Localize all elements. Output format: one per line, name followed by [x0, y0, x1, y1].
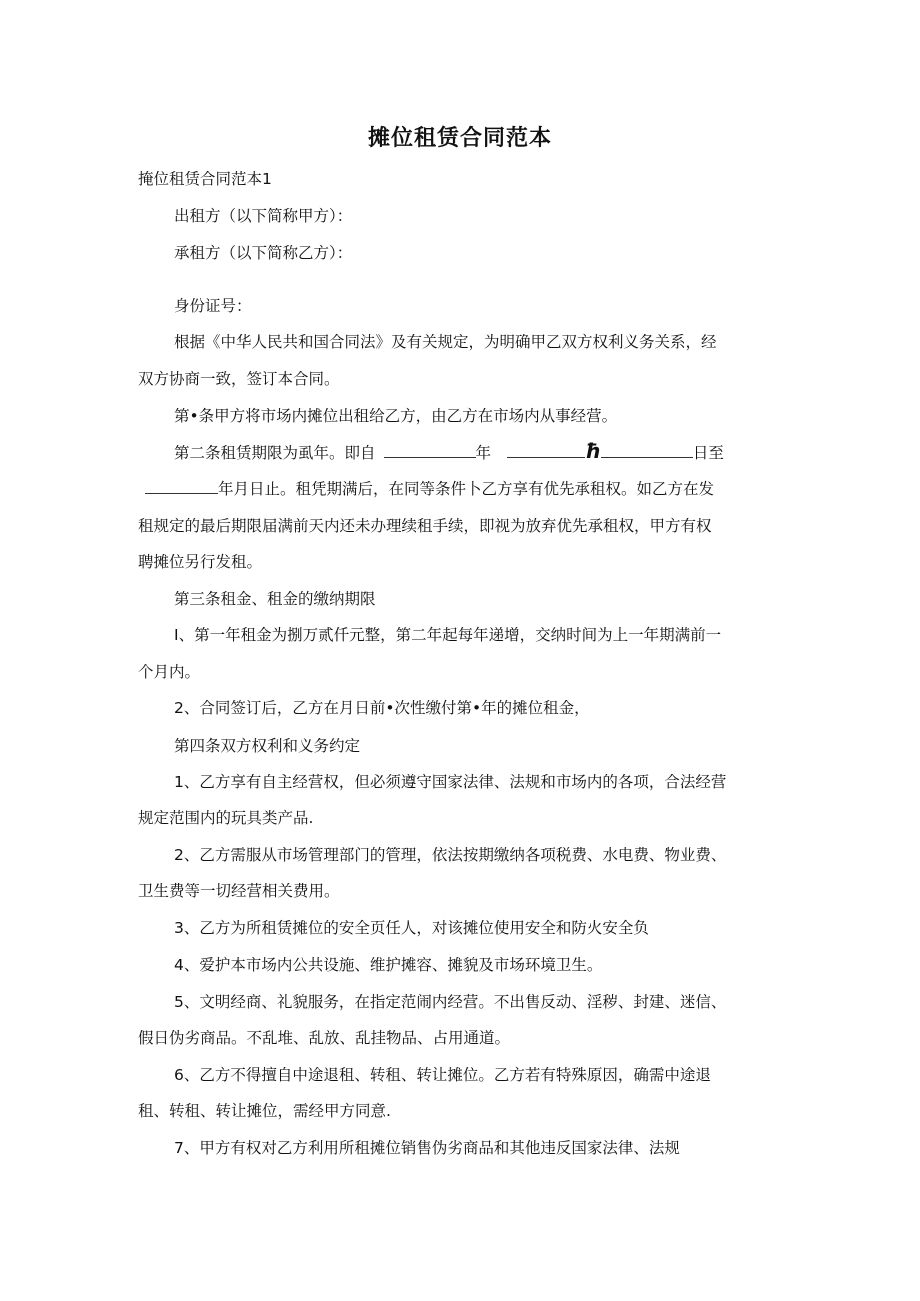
- article-3-item-1-line-2: 个月内。: [138, 663, 201, 681]
- intro-line-2: 双方协商一致，签订本合同。: [138, 370, 340, 388]
- article-2-line-1: [174, 441, 724, 463]
- intro-line-1: 根据《中华人民共和国合同法》及有关规定，为明确甲乙双方权利义务关系，经: [174, 333, 717, 351]
- article-4-item-4: 4、爱护本市场内公共设施、维护摊容、摊貌及市场环境卫生。: [174, 956, 603, 974]
- article-4-item-1-line-1: 1、乙方享有自主经营权，但必须遵守国家法律、法规和市场内的各项，合法经营: [174, 773, 727, 791]
- article-4-item-2-line-1: 2、乙方需服从市场管理部门的管理，依法按期缴纳各项税费、水电费、物业费、: [174, 846, 727, 864]
- article-1: 第•条甲方将市场内摊位出租给乙方，由乙方在市场内从事经营。: [174, 407, 618, 425]
- year-label: 年: [475, 444, 492, 462]
- article-2-line-3: 租规定的最后期限届满前天内还未办理续租手续，即视为放弃优先承租权，甲方有权: [138, 517, 712, 535]
- party-b-line: 承租方（以下简称乙方）：: [174, 244, 353, 262]
- section-heading: 掩位租赁合同范本1: [138, 170, 272, 188]
- blank-underline: [507, 443, 585, 458]
- article-2-line-2: [145, 479, 714, 499]
- article-2-text: 年月日止。租凭期满后，在同等条件卜乙方享有优先承租权。如乙方在发: [218, 480, 715, 498]
- article-3-item-2: 2、合同签订后，乙方在月日前•次性缴付第•年的摊位租金，: [174, 699, 590, 717]
- article-4-item-5-line-2: 假日伪劣商品。不乱堆、乱放、乱挂物品、占用通道。: [138, 1029, 511, 1047]
- blank-underline: [601, 443, 693, 458]
- article-4-item-3: 3、乙方为所租赁摊位的安全页任人，对该摊位使用安全和防火安全负: [174, 919, 649, 937]
- article-4-item-5-line-1: 5、文明经商、礼貌服务，在指定范闹内经营。不出售反动、淫秽、封建、迷信、: [174, 993, 727, 1011]
- article-4-heading: 第四条双方权利和义务约定: [174, 737, 361, 755]
- document-title: 摊位租赁合同范本: [367, 126, 552, 151]
- article-4-item-6-line-1: 6、乙方不得擅自中途退租、转租、转让摊位。乙方若有特殊原因，确需中途退: [174, 1066, 711, 1084]
- article-4-item-1-line-2: 规定范围内的玩具类产品.: [138, 809, 314, 827]
- article-4-item-7: 7、甲方有权对乙方利用所租摊位销售伪劣商品和其他违反国家法律、法规: [174, 1139, 680, 1157]
- article-3-heading: 第三条租金、租金的缴纳期限: [174, 590, 376, 608]
- glyph-mark: ħ: [585, 439, 601, 463]
- day-to-label: 日至: [692, 444, 724, 462]
- article-4-item-6-line-2: 租、转租、转让摊位，需经甲方同意.: [138, 1102, 391, 1120]
- article-3-item-1-line-1: I、第一年租金为捌万贰仟元整，第二年起每年递增，交纳时间为上一年期满前一: [174, 626, 722, 644]
- blank-underline: [384, 443, 476, 458]
- article-2-text: 第二条租赁期限为虱年。即自: [174, 444, 376, 462]
- article-4-item-2-line-2: 卫生费等一切经营相关费用。: [138, 882, 340, 900]
- blank-underline: [145, 479, 218, 494]
- article-2-line-4: 聘摊位另行发租。: [138, 553, 263, 571]
- id-number-line: 身份证号：: [174, 297, 252, 315]
- party-a-line: 出租方（以下简称甲方）：: [174, 207, 353, 225]
